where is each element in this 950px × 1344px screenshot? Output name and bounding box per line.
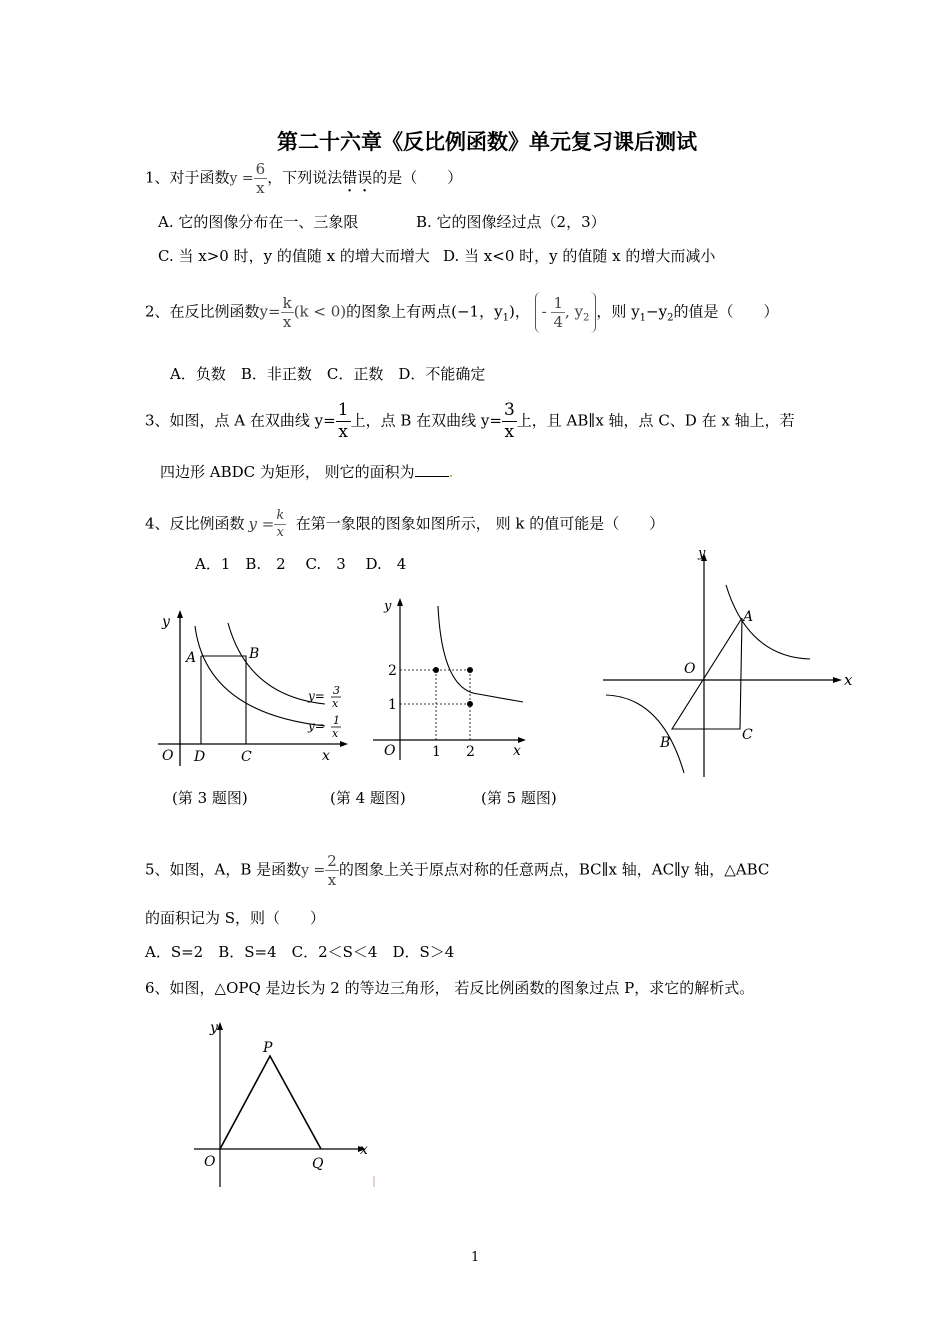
fig6-triangle-opq: [220, 1056, 321, 1149]
q2-tail: ，则 y: [596, 302, 640, 321]
q3-end-mark: .: [448, 463, 454, 481]
q4-num: k: [276, 508, 285, 523]
question-4: [145, 508, 664, 541]
q2-condition: (k < 0): [293, 302, 347, 321]
fig3-y-arrow: [177, 610, 183, 618]
q1-emphasis: 错误: [342, 168, 373, 187]
q1-y-eq: y =: [229, 170, 254, 187]
question-3: [145, 400, 795, 443]
q3-tail: 上，且 AB∥x 轴，点 C、D 在 x 轴上，若: [516, 411, 795, 430]
fig4-tick-y1: 1: [388, 697, 397, 713]
q3-line2-text: 四边形 ABDC 为矩形， 则它的面积为: [160, 463, 415, 481]
fig3-label-c: C: [241, 749, 252, 765]
q3-fraction-1: [336, 400, 351, 443]
q2-options: A．负数 B．非正数 C．正数 D．不能确定: [170, 365, 486, 383]
q2-num: k: [282, 294, 292, 312]
q2-mid2: )，: [508, 302, 530, 321]
q3-num1: 1: [337, 400, 349, 420]
fig4-label-y: y: [384, 599, 392, 614]
fig3-label-d: D: [194, 749, 206, 765]
fig3-curve-bot-den: x: [332, 727, 339, 740]
q4-fraction: [274, 508, 286, 541]
q5-num: 2: [327, 852, 337, 870]
fig3-curve-top-den: x: [332, 697, 339, 710]
q3-answer-blank[interactable]: [415, 462, 449, 477]
q3-den1: x: [338, 422, 348, 442]
fig4-point-2-1: [467, 701, 473, 707]
figure-3: [150, 608, 350, 768]
fig5-label-a: A: [743, 609, 754, 625]
q5-tail: 的图象上关于原点对称的任意两点，BC∥x 轴，AC∥y 轴，△ABC: [338, 860, 770, 879]
q1-option-c: C. 当 x>0 时，y 的值随 x 的增大而增大: [158, 247, 430, 265]
q5-prefix: 5、如图，A，B 是函数: [145, 860, 302, 879]
fig5-curve-q3: [606, 695, 684, 773]
q5-line-2: 的面积记为 S，则（ ）: [145, 909, 326, 927]
question-2: [145, 292, 778, 333]
q1-fraction: [254, 160, 268, 197]
fig4-tick-x1: 1: [432, 744, 441, 760]
q2-point-fraction: [551, 294, 565, 331]
page-number: 1: [471, 1250, 480, 1265]
q5-options: A．S=2 B．S=4 C．2＜S＜4 D．S＞4: [145, 943, 455, 961]
fig3-curve-1-over-x: [195, 626, 325, 726]
q2-point-den: 4: [553, 313, 564, 331]
figure-5: [598, 545, 858, 780]
fig3-caption: (第 3 题图): [172, 789, 248, 807]
fig6-label-y: y: [210, 1020, 218, 1036]
figure-4: [368, 592, 533, 764]
fig3-label-b: B: [249, 646, 260, 662]
q5-fraction: [325, 852, 339, 889]
q2-tail-sub2: 2: [667, 312, 674, 324]
fig5-label-b: B: [660, 735, 671, 751]
q2-tail-sub1: 1: [639, 312, 647, 324]
fig4-tick-x2: 2: [466, 744, 475, 760]
question-6: 6、如图，△OPQ 是边长为 2 的等边三角形， 若反比例函数的图象过点 P，求它的解析式。: [145, 979, 755, 997]
q5-den: x: [327, 871, 337, 889]
q2-point-y: y: [574, 302, 584, 321]
q3-mid: 上，点 B 在双曲线 y=: [350, 411, 502, 430]
q2-y-eq: y=: [259, 302, 281, 321]
fig5-label-o: O: [684, 661, 696, 677]
q2-point-ysub: 2: [583, 312, 590, 324]
q1-option-a: A. 它的图像分布在一、三象限: [158, 213, 359, 231]
figure-6: [190, 1012, 380, 1192]
fig4-label-o: O: [384, 743, 396, 759]
fig3-curve-top-yeq: y=: [308, 689, 325, 703]
q2-den: x: [282, 313, 292, 331]
fig5-label-x: x: [844, 671, 853, 689]
fig5-triangle-abc: [672, 618, 742, 729]
q4-den: x: [276, 525, 284, 540]
q2-tail-end: 的值是（ ）: [673, 302, 779, 321]
q4-y-eq: y =: [248, 514, 275, 533]
fig5-label-y: y: [698, 546, 706, 561]
fig6-label-o: O: [204, 1154, 216, 1170]
q2-prefix: 2、在反比例函数: [145, 302, 260, 321]
question-1: [145, 160, 462, 197]
page-title: 第二十六章《反比例函数》单元复习课后测试: [277, 130, 697, 154]
fig3-label-a: A: [186, 650, 197, 666]
q2-point-sign: -: [541, 302, 547, 321]
fig3-rectangle: [201, 656, 246, 744]
q2-fraction: [281, 294, 294, 331]
q1-option-b: B. 它的图像经过点（2，3）: [416, 213, 606, 231]
fig5-caption: (第 5 题图): [481, 789, 557, 807]
q4-options: A．1 B. 2 C. 3 D. 4: [195, 555, 407, 573]
fig4-point-2-2: [467, 667, 473, 673]
fig4-caption: (第 4 题图): [330, 789, 406, 807]
fig3-curve-top-num: 3: [333, 684, 340, 697]
q1-tail-a: ，下列说法: [267, 168, 343, 187]
fig3-label-x: x: [322, 748, 330, 764]
fig6-label-q: Q: [312, 1156, 324, 1172]
q2-point: - $\frac{1}{4}$ , $y_2$: [535, 292, 597, 333]
fig4-point-1-2: [433, 667, 439, 673]
q2-tail-mid: −y: [646, 302, 668, 321]
fig6-label-x: x: [360, 1142, 368, 1158]
q1-prefix: 1、对于函数: [145, 168, 230, 187]
q3-prefix: 3、如图，点 A 在双曲线 y=: [145, 411, 336, 430]
fig4-label-x: x: [513, 743, 521, 759]
q3-den2: x: [504, 422, 515, 442]
q1-num: 6: [255, 160, 266, 178]
q3-fraction-2: [502, 400, 517, 443]
fig6-label-p: P: [263, 1040, 273, 1056]
fig5-label-c: C: [742, 727, 753, 743]
q4-prefix: 4、反比例函数: [145, 514, 245, 533]
fig3-label-o: O: [162, 748, 174, 764]
q2-sub1: 1: [502, 312, 509, 324]
question-5: [145, 852, 769, 889]
q3-line-2: [160, 462, 453, 482]
fig3-curve-bot-yeq: y=: [308, 719, 325, 733]
fig4-y-arrow: [397, 598, 403, 606]
fig3-label-y: y: [162, 614, 170, 630]
q1-tail-b: 的是（ ）: [372, 168, 463, 187]
q4-tail: 在第一象限的图象如图所示， 则 k 的值可能是（ ）: [295, 514, 665, 533]
q3-num2: 3: [503, 400, 515, 420]
q5-y-eq: y =: [301, 862, 326, 879]
fig5-curve-q1: [726, 585, 810, 659]
q1-option-d: D. 当 x<0 时，y 的值随 x 的增大而减小: [443, 247, 716, 265]
q1-den: x: [256, 179, 265, 197]
q2-point-num: 1: [553, 294, 564, 312]
fig5-x-arrow: [833, 677, 842, 683]
fig3-x-arrow: [340, 741, 348, 747]
fig4-curve: [438, 606, 523, 702]
fig3-curve-bot-num: 1: [333, 714, 340, 727]
q2-mid: 的图象上有两点(−1，y: [346, 302, 503, 321]
fig4-tick-y2: 2: [388, 663, 397, 679]
